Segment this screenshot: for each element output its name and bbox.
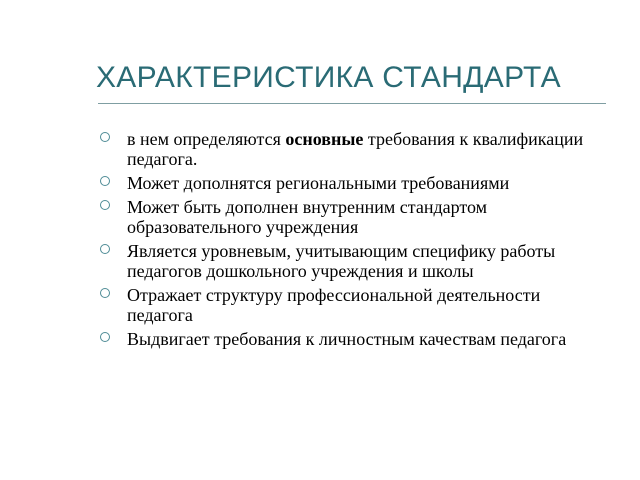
hollow-circle-icon <box>100 200 110 210</box>
bullet-text: Отражает структуру профессиональной деятельности педагога <box>127 285 541 325</box>
hollow-circle-icon <box>100 332 110 342</box>
bullet-list <box>100 129 610 353</box>
bullet-item <box>100 129 610 169</box>
bullet-text: Является уровневым, учитывающим специфику работы педагогов дошкольного учреждения и школы <box>127 241 556 281</box>
bullet-item <box>100 241 610 281</box>
hollow-circle-icon <box>100 288 110 298</box>
hollow-circle-icon <box>100 132 110 142</box>
bullet-item <box>100 285 610 325</box>
bullet-text: Может дополнятся региональными требованиями <box>127 173 510 193</box>
bullet-text: Может быть дополнен внутренним стандартом образовательного учреждения <box>127 197 488 237</box>
slide-title: ХАРАКТЕРИСТИКА СТАНДАРТА <box>96 61 561 94</box>
bullet-emphasis: основные <box>285 129 364 149</box>
bullet-text: в нем определяются основные требования к квалификации педагога. <box>127 129 584 169</box>
hollow-circle-icon <box>100 176 110 186</box>
bullet-text: Выдвигает требования к личностным качествам педагога <box>127 329 567 349</box>
bullet-item <box>100 197 610 237</box>
bullet-item <box>100 173 610 193</box>
hollow-circle-icon <box>100 244 110 254</box>
bullet-item <box>100 329 610 349</box>
title-divider <box>98 103 606 104</box>
